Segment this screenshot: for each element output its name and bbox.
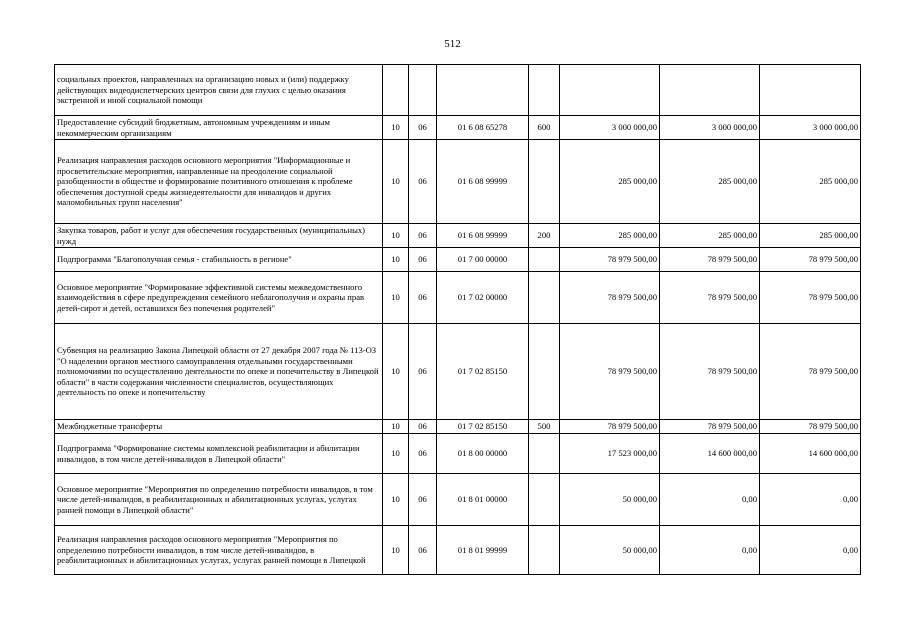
amount-year2-cell: 14 600 000,00 [660, 434, 760, 474]
amount-year2-cell: 0,00 [660, 526, 760, 575]
description-cell: Подпрограмма "Формирование системы комплексной реабилитации и абилитации инвалидов, в том числе детей-инвалидов в Липецкой области" [55, 434, 383, 474]
table-row [55, 116, 861, 140]
target-article-cell: 01 7 02 00000 [437, 272, 529, 324]
amount-year3-cell: 0,00 [760, 474, 861, 526]
amount-year2-cell: 3 000 000,00 [660, 116, 760, 140]
expense-type-cell: 600 [529, 116, 560, 140]
table-row [55, 474, 861, 526]
table-row [55, 526, 861, 575]
table-row [55, 65, 861, 116]
amount-year3-cell: 3 000 000,00 [760, 116, 861, 140]
amount-year2-cell: 78 979 500,00 [660, 324, 760, 420]
description-cell: Реализация направления расходов основного мероприятия "Информационные и просветительские мероприятия, направленные на преодоление социальной разобщенности в обществе и формирование позитивного отношения к проблеме обеспечения доступной среды жизнедеятельности для инвалидов и других маломобильных групп населения" [55, 140, 383, 224]
subsection-code-cell [409, 65, 437, 116]
expense-type-cell [529, 526, 560, 575]
amount-year2-cell: 78 979 500,00 [660, 248, 760, 272]
target-article-cell: 01 6 08 99999 [437, 140, 529, 224]
section-code-cell: 10 [383, 116, 409, 140]
subsection-code-cell: 06 [409, 526, 437, 575]
section-code-cell: 10 [383, 324, 409, 420]
page-number: 512 [444, 38, 461, 50]
amount-year3-cell: 78 979 500,00 [760, 420, 861, 434]
expense-type-cell: 200 [529, 224, 560, 248]
amount-year3-cell: 78 979 500,00 [760, 324, 861, 420]
amount-year2-cell: 0,00 [660, 474, 760, 526]
section-code-cell: 10 [383, 526, 409, 575]
amount-year3-cell: 14 600 000,00 [760, 434, 861, 474]
amount-year1-cell: 78 979 500,00 [560, 272, 660, 324]
subsection-code-cell: 06 [409, 324, 437, 420]
amount-year2-cell: 78 979 500,00 [660, 420, 760, 434]
table-row [55, 248, 861, 272]
section-code-cell: 10 [383, 420, 409, 434]
target-article-cell: 01 8 01 00000 [437, 474, 529, 526]
expense-type-cell: 500 [529, 420, 560, 434]
amount-year3-cell: 78 979 500,00 [760, 248, 861, 272]
target-article-cell: 01 8 00 00000 [437, 434, 529, 474]
amount-year1-cell: 285 000,00 [560, 140, 660, 224]
amount-year1-cell: 50 000,00 [560, 474, 660, 526]
subsection-code-cell: 06 [409, 116, 437, 140]
expense-type-cell [529, 272, 560, 324]
expense-type-cell [529, 248, 560, 272]
expense-type-cell [529, 474, 560, 526]
section-code-cell: 10 [383, 140, 409, 224]
amount-year2-cell: 285 000,00 [660, 140, 760, 224]
subsection-code-cell: 06 [409, 248, 437, 272]
description-cell: Межбюджетные трансферты [55, 420, 383, 434]
section-code-cell: 10 [383, 474, 409, 526]
target-article-cell: 01 6 08 99999 [437, 224, 529, 248]
amount-year3-cell: 285 000,00 [760, 140, 861, 224]
amount-year1-cell: 78 979 500,00 [560, 248, 660, 272]
expense-type-cell [529, 434, 560, 474]
section-code-cell: 10 [383, 434, 409, 474]
subsection-code-cell: 06 [409, 140, 437, 224]
amount-year1-cell: 3 000 000,00 [560, 116, 660, 140]
amount-year1-cell: 78 979 500,00 [560, 324, 660, 420]
target-article-cell: 01 8 01 99999 [437, 526, 529, 575]
description-cell: Подпрограмма "Благополучная семья - стабильность в регионе" [55, 248, 383, 272]
amount-year3-cell: 0,00 [760, 526, 861, 575]
table-row [55, 420, 861, 434]
section-code-cell: 10 [383, 248, 409, 272]
section-code-cell [383, 65, 409, 116]
amount-year1-cell: 17 523 000,00 [560, 434, 660, 474]
expense-type-cell [529, 324, 560, 420]
description-cell: Закупка товаров, работ и услуг для обеспечения государственных (муниципальных) нужд [55, 224, 383, 248]
target-article-cell: 01 7 02 85150 [437, 420, 529, 434]
table-row [55, 140, 861, 224]
subsection-code-cell: 06 [409, 224, 437, 248]
table-row [55, 434, 861, 474]
table-row [55, 272, 861, 324]
target-article-cell: 01 7 02 85150 [437, 324, 529, 420]
target-article-cell: 01 6 08 65278 [437, 116, 529, 140]
expense-type-cell [529, 65, 560, 116]
description-cell: Основное мероприятие "Мероприятия по определению потребности инвалидов, в том числе детей-инвалидов, в реабилитационных и абилитационных услугах, услугах ранней помощи в Липецкой области" [55, 474, 383, 526]
amount-year3-cell: 78 979 500,00 [760, 272, 861, 324]
amount-year1-cell: 285 000,00 [560, 224, 660, 248]
amount-year1-cell [560, 65, 660, 116]
table-row [55, 324, 861, 420]
expense-type-cell [529, 140, 560, 224]
amount-year2-cell [660, 65, 760, 116]
description-cell: социальных проектов, направленных на организацию новых и (или) поддержку действующих видеодиспетчерских центров связи для глухих с целью оказания экстренной и иной социальной помощи [55, 65, 383, 116]
subsection-code-cell: 06 [409, 434, 437, 474]
description-cell: Реализация направления расходов основного мероприятия "Мероприятия по определению потребности инвалидов, в том числе детей-инвалидов, в реабилитационных и абилитационных услугах, услугах ранней помощи в Липецкой [55, 526, 383, 575]
target-article-cell: 01 7 00 00000 [437, 248, 529, 272]
section-code-cell: 10 [383, 272, 409, 324]
amount-year1-cell: 50 000,00 [560, 526, 660, 575]
amount-year3-cell: 285 000,00 [760, 224, 861, 248]
amount-year2-cell: 78 979 500,00 [660, 272, 760, 324]
amount-year3-cell [760, 65, 861, 116]
target-article-cell [437, 65, 529, 116]
subsection-code-cell: 06 [409, 272, 437, 324]
amount-year1-cell: 78 979 500,00 [560, 420, 660, 434]
budget-table [54, 64, 861, 575]
description-cell: Предоставление субсидий бюджетным, автономным учреждениям и иным некоммерческим организациям [55, 116, 383, 140]
section-code-cell: 10 [383, 224, 409, 248]
amount-year2-cell: 285 000,00 [660, 224, 760, 248]
table-row [55, 224, 861, 248]
description-cell: Субвенция на реализацию Закона Липецкой области от 27 декабря 2007 года № 113-ОЗ "О наделении органов местного самоуправления отдельными государственными полномочиями по осуществлению деятельности по опеке и попечительству в Липецкой области" в части содержания численности специалистов, осуществляющих деятельность по опеке и попечительству [55, 324, 383, 420]
subsection-code-cell: 06 [409, 474, 437, 526]
subsection-code-cell: 06 [409, 420, 437, 434]
description-cell: Основное мероприятие "Формирование эффективной системы межведомственного взаимодействия в сфере предупреждения семейного неблагополучия и охраны прав детей-сирот и детей, оставшихся без попечения родителей" [55, 272, 383, 324]
